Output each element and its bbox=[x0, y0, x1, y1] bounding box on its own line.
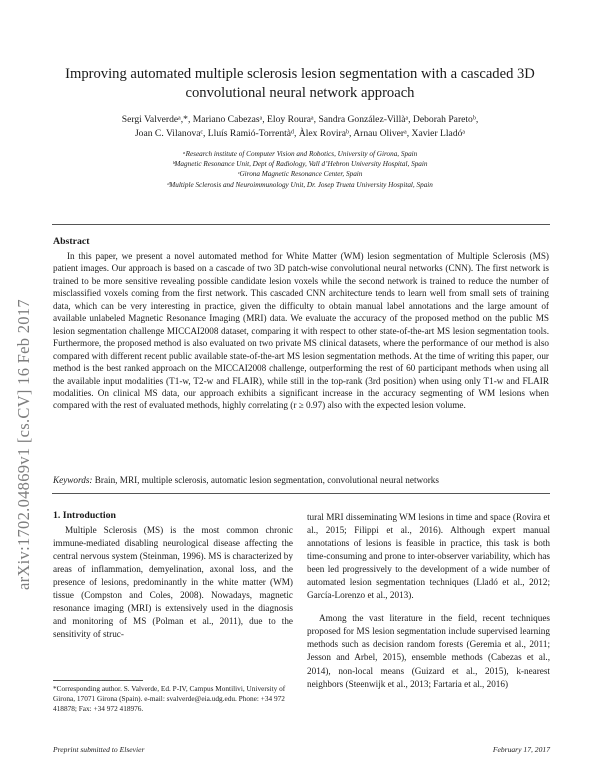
arxiv-stamp-text: arXiv:1702.04869v1 [cs.CV] 16 Feb 2017 bbox=[14, 299, 33, 590]
intro-paragraph-1-cont: tural MRI disseminating WM lesions in time and space (Rovira et al., 2015; Filippi et al., 2016). Although expert manual annotations of lesions is feasible in practice, this task is both time-consuming and prone to inter-observer variability, which has been led progressively to the development of a wide number of automated lesion segmentation techniques (Lladó et al., 2012; García-Lorenzo et al., 2013). bbox=[307, 512, 550, 601]
section-heading-introduction: 1. Introduction bbox=[53, 510, 116, 521]
author-list bbox=[50, 113, 550, 140]
abstract-body bbox=[53, 250, 549, 412]
keywords-label: Keywords: bbox=[53, 475, 93, 485]
keywords bbox=[53, 474, 549, 486]
intro-paragraph-2: Among the vast literature in the field, recent techniques proposed for MS lesion segmentation include supervised learning methods such as decision random forests (Geremia et al., 2011; Jesson and Arbel, 2015), ensemble methods (Cabezas et al., 2014), non-local means (Guizard et al., 2015), k-nearest neighbors (Steenwijk et al., 2013; Fartaria et al., 2016) bbox=[307, 613, 550, 689]
paper-title: Improving automated multiple sclerosis lesion segmentation with a cascaded 3D convolutional neural network approach bbox=[65, 66, 535, 101]
abstract-bottom-rule bbox=[52, 493, 550, 494]
abstract-heading: Abstract bbox=[53, 236, 90, 247]
corresponding-author-footnote: *Corresponding author. S. Valverde, Ed. P-IV, Campus Montilivi, University of Girona, 17071 Girona (Spain). e-mail: svalverde@eia.udg.edu. Phone: +34 972 418878; Fax: +34 972 418976. bbox=[53, 684, 286, 713]
affiliation-d: ᵈMultiple Sclerosis and Neuroimmunology Unit, Dr. Josep Trueta University Hospital, Spain bbox=[167, 180, 433, 189]
footer-date: February 17, 2017 bbox=[492, 745, 550, 754]
authors-line-2: Joan C. Vilanovaᶜ, Lluís Ramió-Torrentàᵈ, Àlex Roviraᵇ, Arnau Oliverᵃ, Xavier Lladóᵃ bbox=[134, 127, 466, 139]
right-column bbox=[307, 511, 550, 691]
affiliation-c: ᶜGirona Magnetic Resonance Center, Spain bbox=[237, 170, 363, 179]
footer-preprint-note: Preprint submitted to Elsevier bbox=[53, 745, 145, 754]
left-column bbox=[53, 524, 293, 641]
arxiv-stamp bbox=[11, 190, 37, 590]
affiliation-b: ᵇMagnetic Resonance Unit, Dept of Radiology, Vall d’Hebron University Hospital, Spain bbox=[172, 160, 428, 169]
affiliation-a: ᵃResearch institute of Computer Vision and Robotics, University of Girona, Spain bbox=[182, 150, 418, 158]
abstract-top-rule bbox=[52, 224, 550, 225]
authors-line-1: Sergi Valverdeᵃ,*, Mariano Cabezasᵃ, Eloy Rouraᵃ, Sandra González-Villàᵃ, Deborah Paretoᵇ, bbox=[121, 114, 479, 125]
abstract-paragraph: In this paper, we present a novel automated method for White Matter (WM) lesion segmentation of Multiple Sclerosis (MS) patient images. Our approach is based on a cascade of two 3D patch-wise convolutional neural networks (CNN). The first network is trained to be more sensitive revealing possible candidate lesion voxels while the second network is trained to reduce the number of misclassified voxels coming from the first network. This cascaded CNN architecture tends to learn well from small sets of training data, which can be very interesting in practice, given the difficulty to obtain manual label annotations and the large amount of available unlabeled Magnetic Resonance Imaging (MRI) data. We evaluate the accuracy of the proposed method on the public MS lesion segmentation challenge MICCAI2008 dataset, comparing it with respect to other state-of-the-art MS lesion segmentation tools. Furthermore, the proposed method is also evaluated on two private MS clinical datasets, where the performance of our method is also compared with different recent public available state-of-the-art MS lesion segmentation methods. At the time of writing this paper, our method is the best ranked approach on the MICCAI2008 challenge, outperforming the rest of 60 participant methods when using all the available input modalities (T1-w, T2-w and FLAIR), while still in the top-rank (3rd position) when using only T1-w and FLAIR modalities. On clinical MS data, our approach exhibits a significant increase in the accuracy segmenting of WM lesions when compared with the rest of evaluated methods, highly correlating (r ≥ 0.97) also with the expected lesion volume. bbox=[53, 251, 549, 411]
keywords-list: Brain, MRI, multiple sclerosis, automatic lesion segmentation, convolutional neural networks bbox=[94, 475, 439, 485]
footnote-rule bbox=[53, 680, 143, 681]
intro-paragraph-1: Multiple Sclerosis (MS) is the most common chronic immune-mediated disabling neurological disease affecting the central nervous system (Steinman, 1996). MS is characterized by areas of inflammation, demyelination, axonal loss, and the presence of lesions, predominantly in the white matter (WM) tissue (Compston and Coles, 2008). Nowadays, magnetic resonance imaging (MRI) is extensively used in the diagnosis and monitoring of MS (Polman et al., 2011), due to the sensitivity of struc- bbox=[53, 525, 293, 640]
affiliations bbox=[50, 149, 550, 190]
